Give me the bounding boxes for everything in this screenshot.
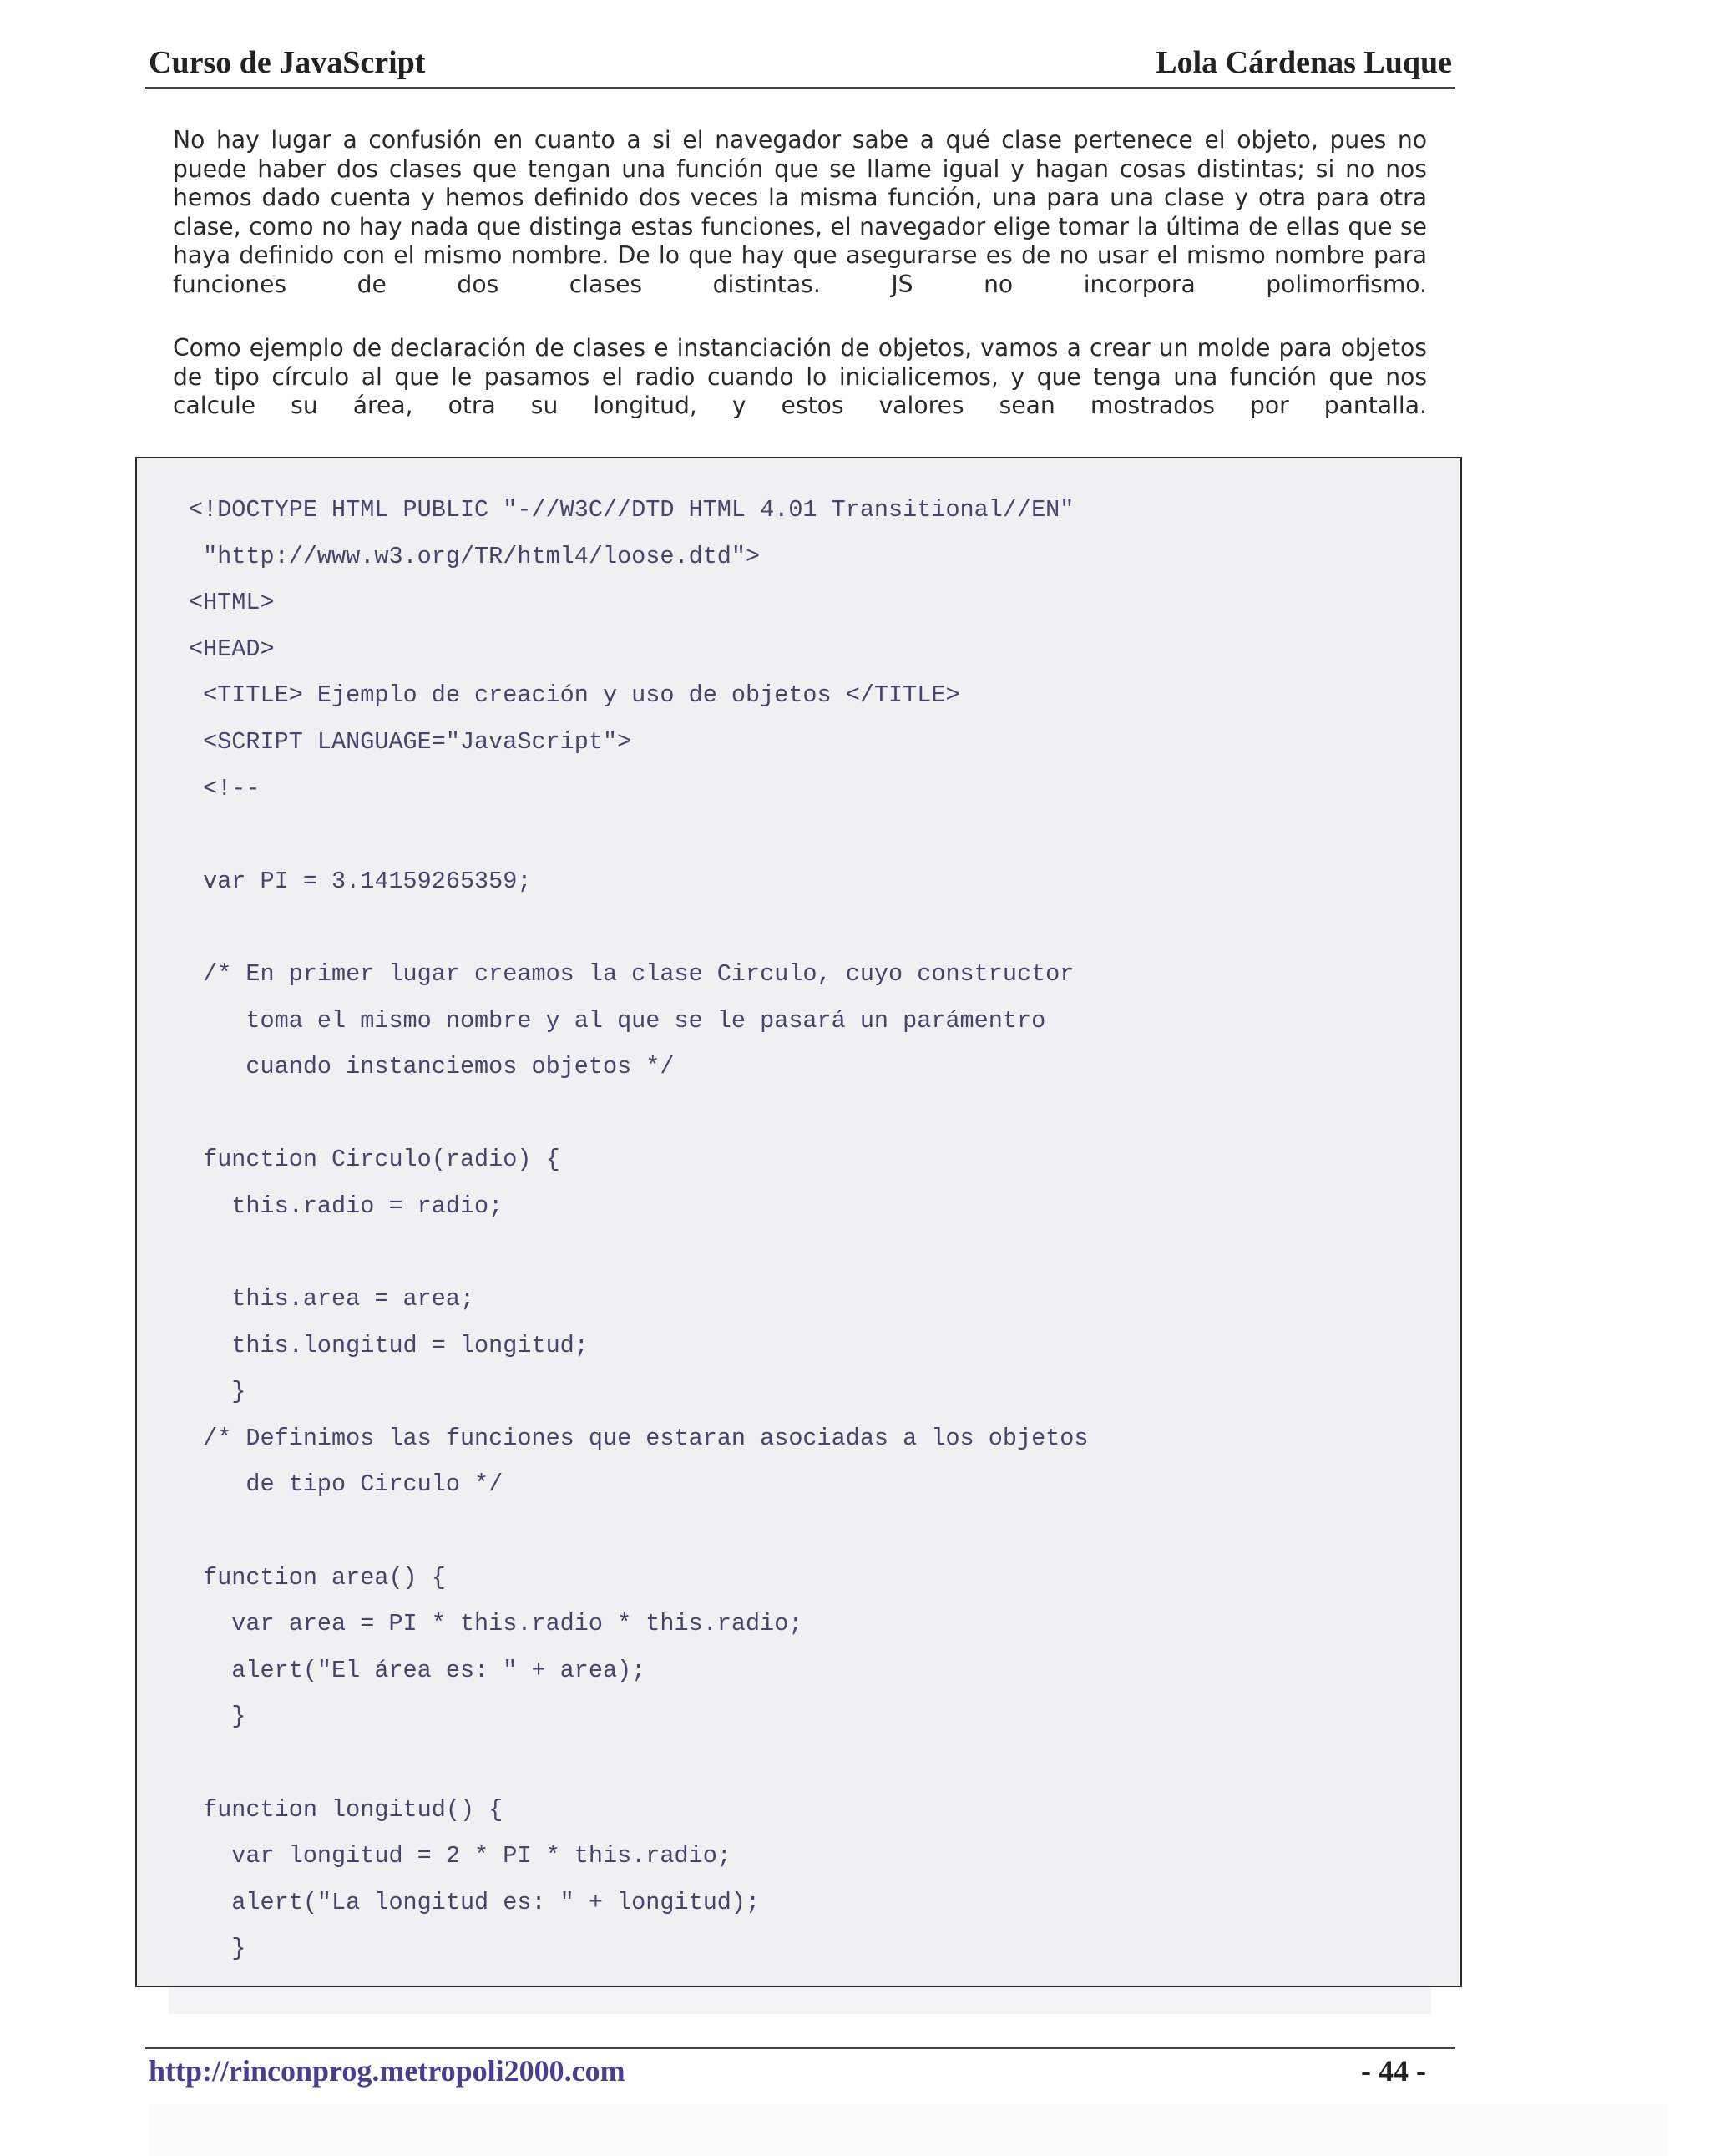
code-line: this.radio = radio; — [189, 1192, 503, 1220]
code-line — [189, 1508, 1088, 1555]
code-line: } — [189, 1703, 246, 1731]
code-line: function area() { — [189, 1563, 446, 1592]
code-line — [189, 1740, 1088, 1787]
code-line: /* En primer lugar creamos la clase Circulo, cuyo constructor — [189, 959, 1075, 988]
code-line: <!DOCTYPE HTML PUBLIC "-//W3C//DTD HTML 4.01 Transitional//EN" — [189, 496, 1075, 524]
code-line: this.area = area; — [189, 1285, 475, 1313]
code-line: <HTML> — [189, 589, 275, 617]
bottom-scan-shade — [149, 2104, 1668, 2156]
course-title: Curso de JavaScript — [149, 45, 426, 80]
code-line: de tipo Circulo */ — [189, 1470, 503, 1499]
code-line: function longitud() { — [189, 1795, 503, 1824]
code-line: alert("El área es: " + area); — [189, 1656, 646, 1684]
code-line: <SCRIPT LANGUAGE="JavaScript"> — [189, 727, 632, 756]
author-name: Lola Cárdenas Luque — [1156, 45, 1452, 80]
code-line: var longitud = 2 * PI * this.radio; — [189, 1842, 731, 1870]
code-lines — [189, 487, 1088, 1972]
code-line: this.longitud = longitud; — [189, 1331, 589, 1359]
code-line: toma el mismo nombre y al que se le pasará un parámentro — [189, 1006, 1046, 1035]
code-line: var PI = 3.14159265359; — [189, 867, 532, 895]
code-line: "http://www.w3.org/TR/html4/loose.dtd"> — [189, 542, 761, 570]
paragraph-polimorfismo: No hay lugar a confusión en cuanto a si el navegador sabe a qué clase pertenece el objeto, pues no puede haber dos clases que tengan una función que se llame igual y hagan cosas distintas; si no nos hemos dado cuenta y hemos definido dos veces la misma función, una para una clase y otra para otra clase, como no hay nada que distinga estas funciones, el navegador elige tomar la última de ellas que se haya definido con el mismo nombre. De lo que hay que asegurarse es de no usar el mismo nombre para funciones de dos clases distintas. JS no incorpora polimorfismo. — [173, 126, 1427, 298]
code-listing — [135, 457, 1462, 1987]
code-line — [189, 904, 1088, 951]
code-line — [189, 1230, 1088, 1277]
code-line: <!-- — [189, 774, 261, 802]
paragraph-ejemplo-circulo: Como ejemplo de declaración de clases e instanciación de objetos, vamos a crear un molde para objetos de tipo círculo al que le pasamos el radio cuando lo inicialicemos, y que tenga una función que nos calcule su área, otra su longitud, y estos valores sean mostrados por pantalla. — [173, 334, 1427, 420]
code-line: } — [189, 1935, 246, 1963]
code-line: cuando instanciemos objetos */ — [189, 1053, 675, 1081]
code-line: var area = PI * this.radio * this.radio; — [189, 1610, 803, 1638]
code-line: <TITLE> Ejemplo de creación y uso de objetos </TITLE> — [189, 681, 960, 710]
footer-rule — [145, 2047, 1455, 2049]
code-line: alert("La longitud es: " + longitud); — [189, 1888, 761, 1916]
code-line — [189, 812, 1088, 858]
code-line: function Circulo(radio) { — [189, 1146, 560, 1174]
code-line — [189, 1091, 1088, 1137]
header-rule — [145, 87, 1455, 89]
code-line: /* Definimos las funciones que estaran asociadas a los objetos — [189, 1424, 1089, 1452]
footer-url-link[interactable]: http://rinconprog.metropoli2000.com — [149, 2054, 625, 2088]
page-number: - 44 - — [1361, 2054, 1426, 2088]
code-line: <HEAD> — [189, 635, 275, 663]
code-line: } — [189, 1378, 246, 1406]
